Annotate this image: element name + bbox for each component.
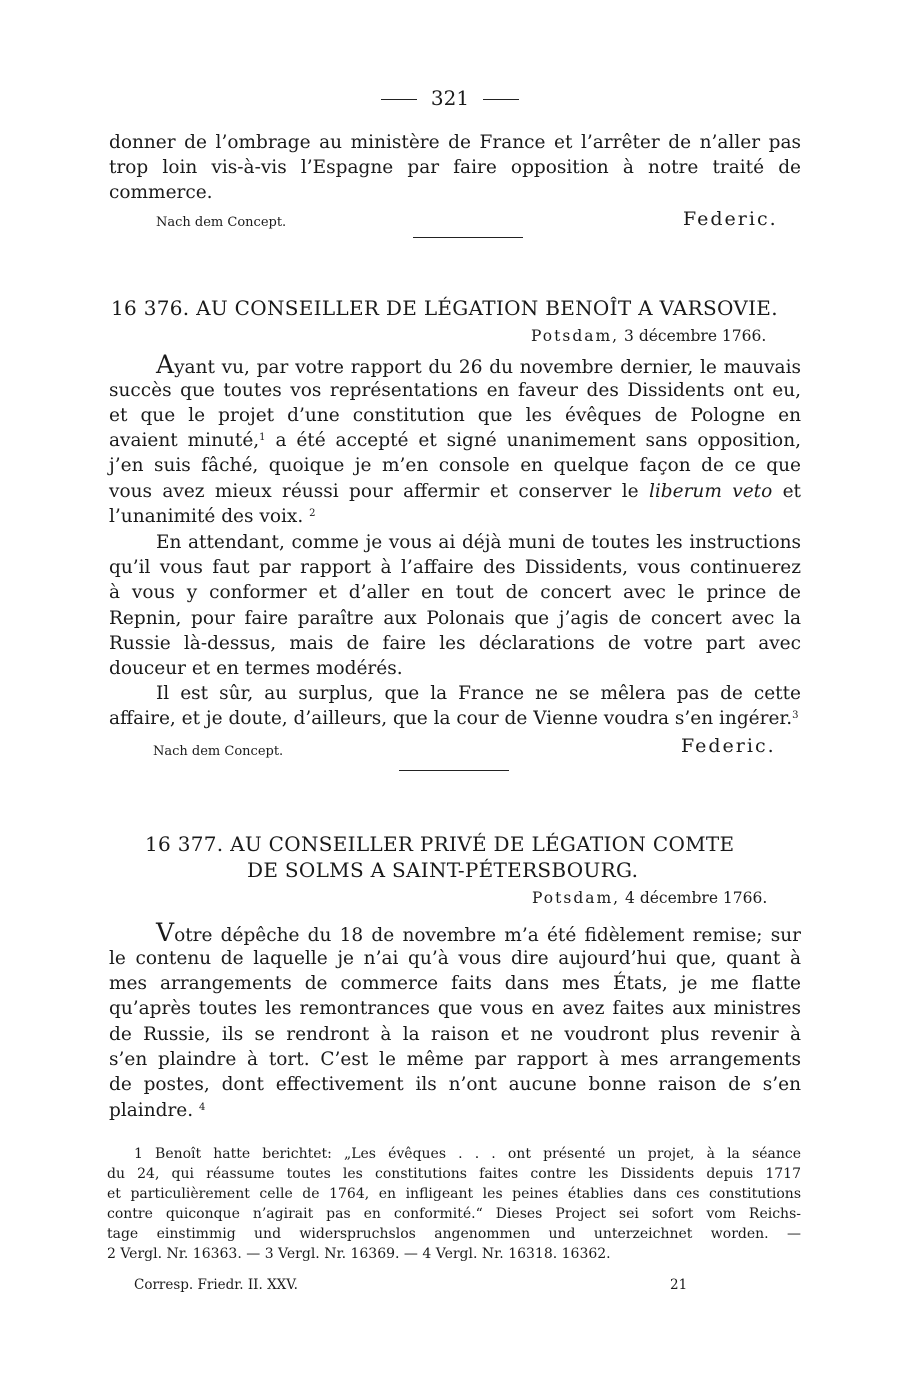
letter-heading: 16 377. AU CONSEILLER PRIVÉ DE LÉGATION COMTE	[145, 832, 735, 856]
signature: Federic.	[681, 735, 776, 757]
page-number: 321	[0, 86, 900, 110]
letter-place-date	[531, 327, 766, 345]
paragraph-line: j’en suis fâché, quoique je m’en console en quelque façon de ce que	[109, 455, 801, 476]
paragraph-line: l’unanimité des voix. $^2$	[109, 506, 316, 527]
intro-line: donner de l’ombrage au ministère de France et l’arrêter de n’aller pas	[109, 132, 801, 153]
paragraph-line: à vous y conformer et d’aller en tout de concert avec le prince de	[109, 582, 801, 603]
footnote-marker: 2	[309, 508, 316, 519]
paragraph-line: qu’il vous faut par rapport à l’affaire des Dissidents, vous continuerez	[109, 557, 801, 578]
paragraph-line: douceur et en termes modérés.	[109, 658, 403, 679]
paragraph-line: Votre dépêche du 18 de novembre m’a été fidèlement remise; sur	[156, 918, 801, 947]
intro-line: commerce.	[109, 182, 213, 203]
footnote-line: et particulièrement celle de 1764, en infligeant les peines établies dans ces constitutions	[107, 1186, 801, 1202]
footnote-line: du 24, qui réassume toutes les constitutions faites contre les Dissidents depuis 1717	[107, 1166, 801, 1182]
page-number-dash-left	[381, 99, 417, 100]
footnote-marker: 1	[259, 432, 266, 443]
page-number-dash-right	[483, 99, 519, 100]
paragraph-line: vous avez mieux réussi pour affermir et conserver le liberum veto et	[109, 481, 801, 502]
letter-heading-continued: DE SOLMS A SAINT-PÉTERSBOURG.	[247, 858, 639, 882]
paragraph-line: le contenu de laquelle je n’ai qu’à vous dire aujourd’hui que, quant à	[109, 948, 801, 969]
paragraph-line: En attendant, comme je vous ai déjà muni de toutes les instructions	[156, 532, 801, 553]
letter-date: 3 décembre 1766.	[624, 327, 767, 345]
footer-sheet-number: 21	[670, 1277, 688, 1293]
paragraph-line: affaire, et je doute, d’ailleurs, que la cour de Vienne voudra s’en ingérer.$^3$	[109, 708, 799, 729]
paragraph-line: avaient minuté,$^1$ a été accepté et signé unanimement sans opposition,	[109, 430, 801, 451]
paragraph-line: Repnin, pour faire paraître aux Polonais que j’agis de concert avec la	[109, 608, 801, 629]
intro-line: trop loin vis-à-vis l’Espagne par faire opposition à notre traité de	[109, 157, 801, 178]
footnote-marker: 4	[199, 1102, 206, 1113]
paragraph-line: et que le projet d’une constitution que les évêques de Pologne en	[109, 405, 801, 426]
footnote-marker: 3	[792, 710, 799, 721]
letter-place: Potsdam,	[532, 889, 621, 907]
paragraph-line: succès que toutes vos représentations en faveur des Dissidents ont eu,	[109, 380, 801, 401]
paragraph-line: de Russie, ils se rendront à la raison et ne voudront plus revenir à	[109, 1024, 801, 1045]
footnote-line: 2 Vergl. Nr. 16363. — 3 Vergl. Nr. 16369. — 4 Vergl. Nr. 16318. 16362.	[107, 1246, 611, 1262]
letter-place: Potsdam,	[531, 327, 620, 345]
separator-rule	[399, 770, 509, 771]
source-note: Nach dem Concept.	[156, 215, 287, 230]
footnote-line: 1 Benoît hatte berichtet: „Les évêques . . . ont présenté un projet, à la séance	[134, 1146, 801, 1162]
drop-cap: A	[156, 350, 175, 379]
separator-rule	[413, 237, 523, 238]
paragraph-line: mes arrangements de commerce faits dans mes États, je me flatte	[109, 973, 801, 994]
italic-phrase: liberum veto	[648, 481, 773, 502]
letter-place-date	[532, 889, 767, 907]
paragraph-line: Il est sûr, au surplus, que la France ne se mêlera pas de cette	[156, 683, 801, 704]
letter-date: 4 décembre 1766.	[625, 889, 768, 907]
footer-signature-mark: Corresp. Friedr. II. XXV.	[134, 1277, 298, 1293]
footnote-line: contre quiconque n’agirait pas en conformité.“ Dieses Project sei sofort vom Reichs-	[107, 1206, 801, 1222]
drop-cap: V	[156, 918, 175, 947]
paragraph-line: Ayant vu, par votre rapport du 26 du novembre dernier, le mauvais	[156, 350, 801, 379]
paragraph-line: de postes, dont effectivement ils n’ont aucune bonne raison de s’en	[109, 1074, 801, 1095]
paragraph-line: plaindre. $^4$	[109, 1100, 206, 1121]
paragraph-line: s’en plaindre à tort. C’est le même par rapport à mes arrangements	[109, 1049, 801, 1070]
paragraph-line: qu’après toutes les remontrances que vous en avez faites aux ministres	[109, 998, 801, 1019]
letter-heading: 16 376. AU CONSEILLER DE LÉGATION BENOÎT A VARSOVIE.	[111, 296, 778, 320]
paragraph-line: Russie là-dessus, mais de faire les déclarations de votre part avec	[109, 633, 801, 654]
signature: Federic.	[683, 208, 778, 230]
footnote-line: tage einstimmig und widerspruchslos angenommen und unterzeichnet worden. —	[107, 1226, 801, 1242]
source-note: Nach dem Concept.	[153, 744, 284, 759]
